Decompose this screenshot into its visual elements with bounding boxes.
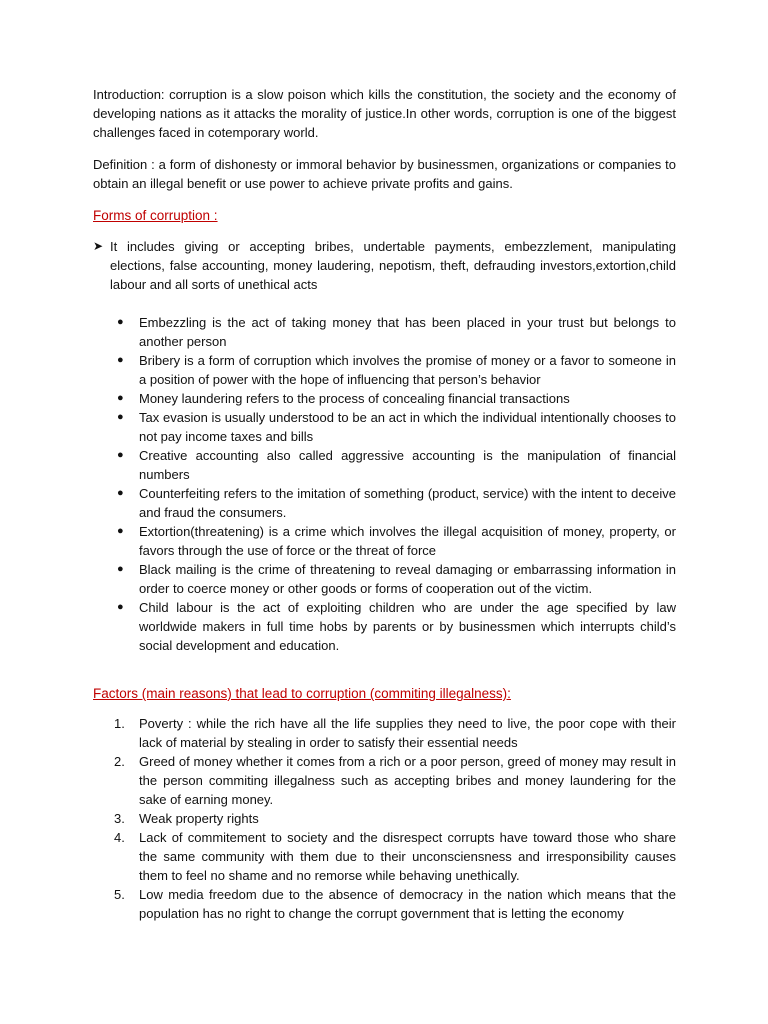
arrow-bullet-icon: ➤: [93, 239, 104, 253]
bullet-icon: ●: [117, 392, 124, 404]
bullet-icon: ●: [117, 525, 124, 537]
list-item: ● Creative accounting also called aggressive accounting is the manipulation of financial numbers: [117, 448, 676, 482]
list-item: ● Extortion(threatening) is a crime which involves the illegal acquisition of money, property, or favors through the use of force or the threat of force: [117, 524, 676, 558]
list-number: 3.: [114, 811, 125, 826]
list-item: 5. Low media freedom due to the absence of democracy in the nation which means that the population has no right to change the corrupt government that is letting the economy: [114, 887, 676, 921]
list-item: ● Embezzling is the act of taking money that has been placed in your trust but belongs to another person: [117, 315, 676, 349]
list-item: 1. Poverty : while the rich have all the life supplies they need to live, the poor cope with their lack of material by stealing in order to satisfy their essential needs: [114, 716, 676, 750]
forms-of-corruption-heading: Forms of corruption :: [93, 208, 218, 223]
forms-bullet-list: [0, 313, 768, 655]
introduction-paragraph: Introduction: corruption is a slow poison which kills the constitution, the society and the economy of developing nations as it attacks the morality of justice.In other words, corruption is one of the biggest challenges faced in cotemporary world.: [93, 87, 676, 140]
bullet-icon: ●: [117, 601, 124, 613]
bullet-icon: ●: [117, 449, 124, 461]
list-item: ● Child labour is the act of exploiting children who are under the age specified by law worldwide makers in full time hobs by parents or by businessmen which interrupts child’s social development and education.: [117, 600, 676, 653]
list-item: ● Counterfeiting refers to the imitation of something (product, service) with the intent to deceive and fraud the consumers.: [117, 486, 676, 520]
list-number: 4.: [114, 830, 125, 845]
list-item: ● Bribery is a form of corruption which involves the promise of money or a favor to someone in a position of power with the hope of influencing that person’s behavior: [117, 353, 676, 387]
list-item: 3. Weak property rights: [114, 811, 259, 826]
list-item: 2. Greed of money whether it comes from a rich or a poor person, greed of money may result in the person commiting illegalness such as accepting bribes and money laundering for the sake of earning money.: [114, 754, 676, 807]
list-number: 1.: [114, 716, 125, 731]
list-item: ● Money laundering refers to the process of concealing financial transactions: [117, 391, 570, 406]
list-number: 5.: [114, 887, 125, 902]
bullet-icon: ●: [117, 316, 124, 328]
factors-numbered-list: [0, 714, 768, 923]
forms-arrow-item: [93, 237, 676, 294]
list-item: 4. Lack of commitement to society and the disrespect corrupts have toward those who share the same community with them due to their unconsciensness and irresponsibility causes them to feel no shame and no remorse while behaving unethically.: [114, 830, 676, 883]
list-item: ● Tax evasion is usually understood to be an act in which the individual intentionally chooses to not pay income taxes and bills: [117, 410, 676, 444]
definition-paragraph: Definition : a form of dishonesty or immoral behavior by businessmen, organizations or companies to obtain an illegal benefit or use power to achieve private profits and gains.: [93, 157, 676, 191]
bullet-icon: ●: [117, 563, 124, 575]
bullet-icon: ●: [117, 354, 124, 366]
list-number: 2.: [114, 754, 125, 769]
bullet-icon: ●: [117, 487, 124, 499]
bullet-icon: ●: [117, 411, 124, 423]
forms-arrow-text: It includes giving or accepting bribes, undertable payments, embezzlement, manipulating elections, false accounting, money laudering, nepotism, theft, defrauding investors,extortion,child labour and all sorts of unethical acts: [110, 239, 676, 292]
factors-heading: Factors (main reasons) that lead to corruption (commiting illegalness):: [93, 686, 511, 701]
list-item: ● Black mailing is the crime of threatening to reveal damaging or embarrassing information in order to coerce money or other goods or forms of cooperation out of the victim.: [117, 562, 676, 596]
